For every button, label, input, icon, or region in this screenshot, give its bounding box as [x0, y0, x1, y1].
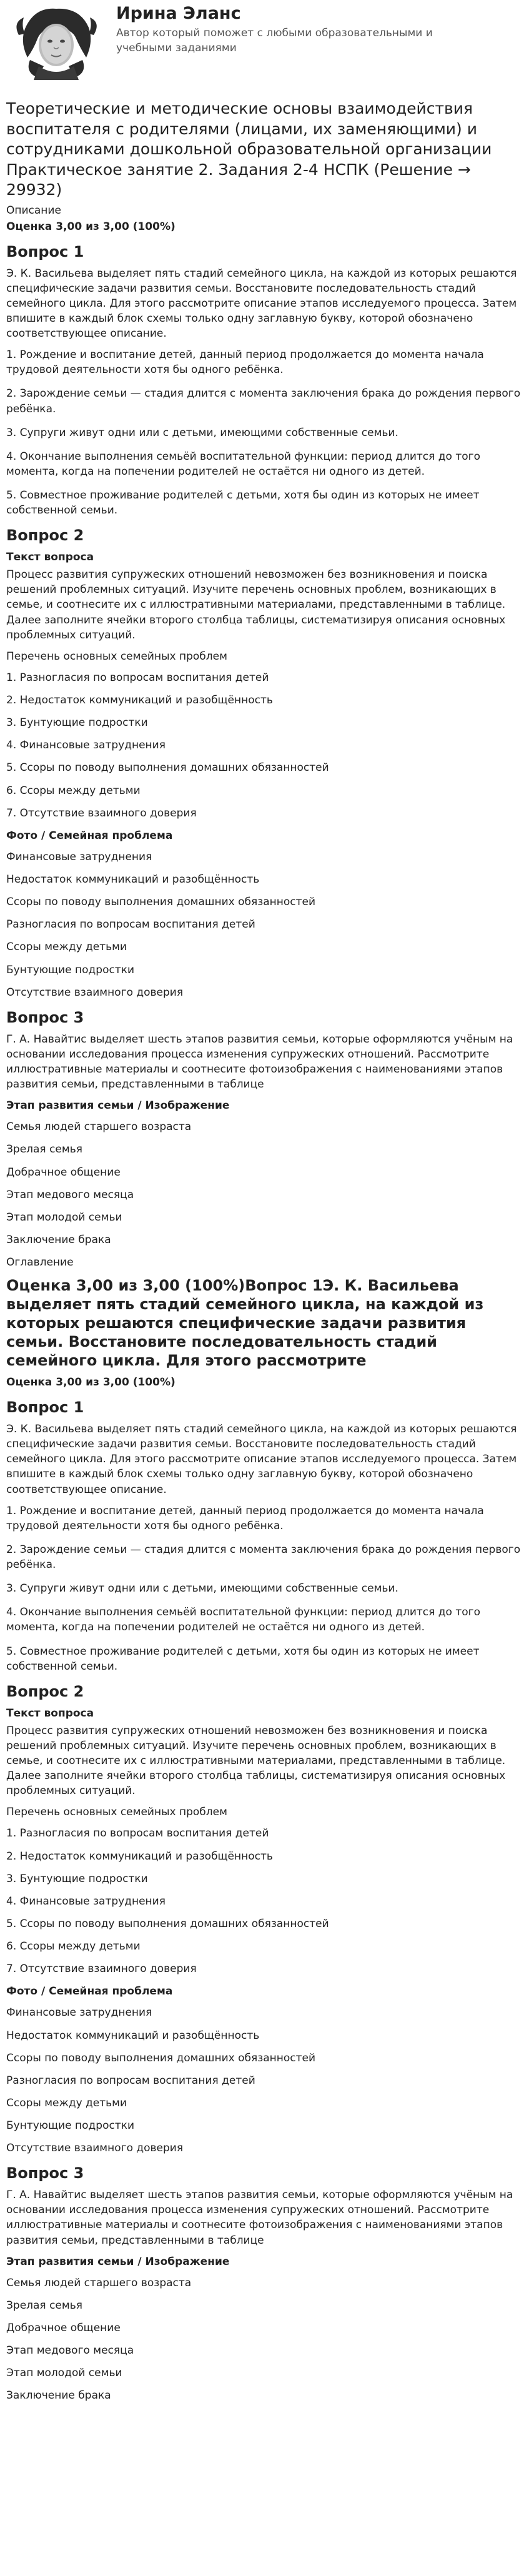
author-block: [6, 0, 523, 91]
question-1-text-repeat: Э. К. Васильева выделяет пять стадий семейного цикла, на каждой из которых решаются специфические задачи развития семьи. Восстановите последовательность стадий семейного цикла. Для этого рассмотрите описание этапов исследуемого процесса. Затем впишите в каждый блок схемы только одну заглавную букву, которой обозначено соответствующее описание.: [6, 1423, 517, 1496]
question-3-heading: Вопрос 3: [6, 1008, 84, 1026]
table-row: Разногласия по вопросам воспитания детей: [6, 918, 255, 931]
question-2-list-heading: Перечень основных семейных проблем: [6, 650, 227, 663]
question-3-table: [6, 1119, 523, 1247]
list-item: 4. Окончание выполнения семьёй воспитательной функции: период длится до того момента, когда на попечении родителей не остаётся ни одного из детей.: [6, 450, 480, 478]
table-row: Финансовые затруднения: [6, 2006, 152, 2019]
question-2-table-repeat: [6, 2005, 523, 2156]
table-row: Ссоры между детьми: [6, 941, 127, 954]
list-item: 2. Недостаток коммуникаций и разобщённость: [6, 1850, 273, 1863]
author-info: [116, 4, 466, 56]
table-row: Ссоры по поводу выполнения домашних обязанностей: [6, 2051, 316, 2064]
question-3-text-repeat: Г. А. Навайтис выделяет шесть этапов развития семьи, которые оформляются учёным на основании исследования процесса изменения супружеских отношений. Рассмотрите иллюстративные материалы и соотнесите фотоизображения с наименованиями этапов развития семьи, представленными в таблице: [6, 2189, 513, 2247]
table-row: Семья людей старшего возраста: [6, 2276, 192, 2289]
table-row: Этап молодой семьи: [6, 2367, 122, 2380]
list-item: 2. Недостаток коммуникаций и разобщённость: [6, 694, 273, 707]
question-3-text: Г. А. Навайтис выделяет шесть этапов развития семьи, которые оформляются учёным на основании исследования процесса изменения супружеских отношений. Рассмотрите иллюстративные материалы и соотнесите фотоизображения с наименованиями этапов развития семьи, представленными в таблице: [6, 1033, 513, 1091]
list-item: 3. Бунтующие подростки: [6, 716, 148, 730]
question-2-heading: Вопрос 2: [6, 527, 84, 545]
list-item: 6. Ссоры между детьми: [6, 784, 141, 797]
list-item: 7. Отсутствие взаимного доверия: [6, 1963, 197, 1976]
combined-heading: Оценка 3,00 из 3,00 (100%)Вопрос 1Э. К. Васильева выделяет пять стадий семейного цикла, на каждой из которых решаются специфические задачи развития семьи. Восстановите последовательность стадий семейного цикла. Для этого рассмотрите: [6, 1277, 484, 1370]
grade-repeat: Оценка 3,00 из 3,00 (100%): [6, 1376, 176, 1389]
author-description: Автор который поможет с любыми образовательными и учебными заданиями: [116, 27, 433, 55]
question-2-text: Процесс развития супружеских отношений невозможен без возникновения и поиска решений проблемных ситуаций. Изучите перечень основных проблем, возникающих в семье, и соотнесите их с иллюстративными материалами, представленными в таблице. Далее заполните ячейки второго столбца таблицы, систематизируя описания основных проблемных ситуаций.: [6, 568, 506, 642]
list-item: 1. Рождение и воспитание детей, данный период продолжается до момента начала трудовой деятельности хотя бы одного ребёнка.: [6, 349, 484, 377]
table-row: Зрелая семья: [6, 1143, 82, 1156]
table-row: Этап молодой семьи: [6, 1211, 122, 1224]
table-row: Добрачное общение: [6, 1166, 121, 1179]
question-1-items-repeat: [6, 1503, 523, 1674]
question-3-heading-repeat: Вопрос 3: [6, 2164, 84, 2182]
table-row: Отсутствие взаимного доверия: [6, 986, 184, 999]
list-item: 3. Супруги живут одни или с детьми, имеющими собственные семьи.: [6, 1582, 398, 1595]
question-2-table-heading-repeat: Фото / Семейная проблема: [6, 1985, 173, 1998]
table-row: Этап медового месяца: [6, 2344, 134, 2357]
list-item: 1. Разногласия по вопросам воспитания детей: [6, 1827, 269, 1840]
question-2-list: [6, 670, 523, 821]
list-item: 3. Супруги живут одни или с детьми, имеющими собственные семьи.: [6, 426, 398, 439]
page-title: Теоретические и методические основы взаимодействия воспитателя с родителями (лицами, их заменяющими) и сотрудниками дошкольной образовательной организации Практическое занятие 2. Задания 2-4 НСПК (Решение → 29932): [6, 99, 492, 199]
avatar-image: [6, 4, 106, 80]
table-row: Недостаток коммуникаций и разобщённость: [6, 2029, 260, 2042]
table-row: Семья людей старшего возраста: [6, 1121, 192, 1134]
table-row: Бунтующие подростки: [6, 963, 135, 976]
question-2-subheading-repeat: Текст вопроса: [6, 1707, 94, 1720]
table-row: Недостаток коммуникаций и разобщённость: [6, 873, 260, 886]
table-row: Этап медового месяца: [6, 1188, 134, 1201]
question-1-heading-repeat: Вопрос 1: [6, 1399, 84, 1417]
list-item: 1. Рождение и воспитание детей, данный период продолжается до момента начала трудовой деятельности хотя бы одного ребёнка.: [6, 1504, 484, 1532]
list-item: 5. Совместное проживание родителей с детьми, хотя бы один из которых не имеет собственной семьи.: [6, 489, 480, 517]
list-item: 2. Зарождение семьи — стадия длится с момента заключения брака до рождения первого ребёнка.: [6, 387, 521, 415]
list-item: 6. Ссоры между детьми: [6, 1940, 141, 1953]
table-of-contents-label[interactable]: Оглавление: [6, 1256, 74, 1269]
question-1-text: Э. К. Васильева выделяет пять стадий семейного цикла, на каждой из которых решаются специфические задачи развития семьи. Восстановите последовательность стадий семейного цикла. Для этого рассмотрите описание этапов исследуемого процесса. Затем впишите в каждый блок схемы только одну заглавную букву, которой обозначено соответствующее описание.: [6, 267, 517, 340]
question-2-subheading: Текст вопроса: [6, 551, 94, 564]
table-row: Финансовые затруднения: [6, 850, 152, 863]
table-row: Заключение брака: [6, 2389, 111, 2402]
list-item: 5. Ссоры по поводу выполнения домашних обязанностей: [6, 761, 329, 775]
list-item: 2. Зарождение семьи — стадия длится с момента заключения брака до рождения первого ребёнка.: [6, 1543, 521, 1572]
question-2-heading-repeat: Вопрос 2: [6, 1682, 84, 1700]
list-item: 3. Бунтующие подростки: [6, 1872, 148, 1885]
table-row: Добрачное общение: [6, 2322, 121, 2335]
table-row: Отсутствие взаимного доверия: [6, 2142, 184, 2155]
table-row: Ссоры между детьми: [6, 2096, 127, 2109]
question-3-table-heading: Этап развития семьи / Изображение: [6, 1099, 230, 1112]
list-item: 4. Окончание выполнения семьёй воспитательной функции: период длится до того момента, когда на попечении родителей не остаётся ни одного из детей.: [6, 1606, 480, 1634]
question-2-text-repeat: Процесс развития супружеских отношений невозможен без возникновения и поиска решений проблемных ситуаций. Изучите перечень основных проблем, возникающих в семье, и соотнесите их с иллюстративными материалами, представленными в таблице. Далее заполните ячейки второго столбца таблицы, систематизируя описания основных проблемных ситуаций.: [6, 1724, 506, 1798]
grade: Оценка 3,00 из 3,00 (100%): [6, 220, 176, 233]
list-item: 4. Финансовые затруднения: [6, 1895, 166, 1908]
question-3-table-heading-repeat: Этап развития семьи / Изображение: [6, 2255, 230, 2268]
list-item: 7. Отсутствие взаимного доверия: [6, 806, 197, 820]
author-name[interactable]: Ирина Эланс: [116, 4, 241, 23]
table-row: Разногласия по вопросам воспитания детей: [6, 2074, 255, 2087]
question-2-list-heading-repeat: Перечень основных семейных проблем: [6, 1806, 227, 1819]
question-1-items: [6, 347, 523, 518]
list-item: 1. Разногласия по вопросам воспитания детей: [6, 671, 269, 684]
list-item: 5. Совместное проживание родителей с детьми, хотя бы один из которых не имеет собственной семьи.: [6, 1645, 480, 1673]
author-avatar[interactable]: [6, 4, 106, 80]
question-2-table-heading: Фото / Семейная проблема: [6, 829, 173, 842]
description-label: Описание: [6, 204, 61, 217]
table-row: Бунтующие подростки: [6, 2119, 135, 2133]
question-1-heading: Вопрос 1: [6, 242, 84, 260]
table-row: Ссоры по поводу выполнения домашних обязанностей: [6, 896, 316, 909]
question-2-list-repeat: [6, 1826, 523, 1976]
list-item: 4. Финансовые затруднения: [6, 739, 166, 752]
question-3-table-repeat: [6, 2276, 523, 2404]
question-2-table: [6, 850, 523, 1000]
table-row: Заключение брака: [6, 1233, 111, 1246]
list-item: 5. Ссоры по поводу выполнения домашних обязанностей: [6, 1917, 329, 1930]
table-row: Зрелая семья: [6, 2299, 82, 2312]
